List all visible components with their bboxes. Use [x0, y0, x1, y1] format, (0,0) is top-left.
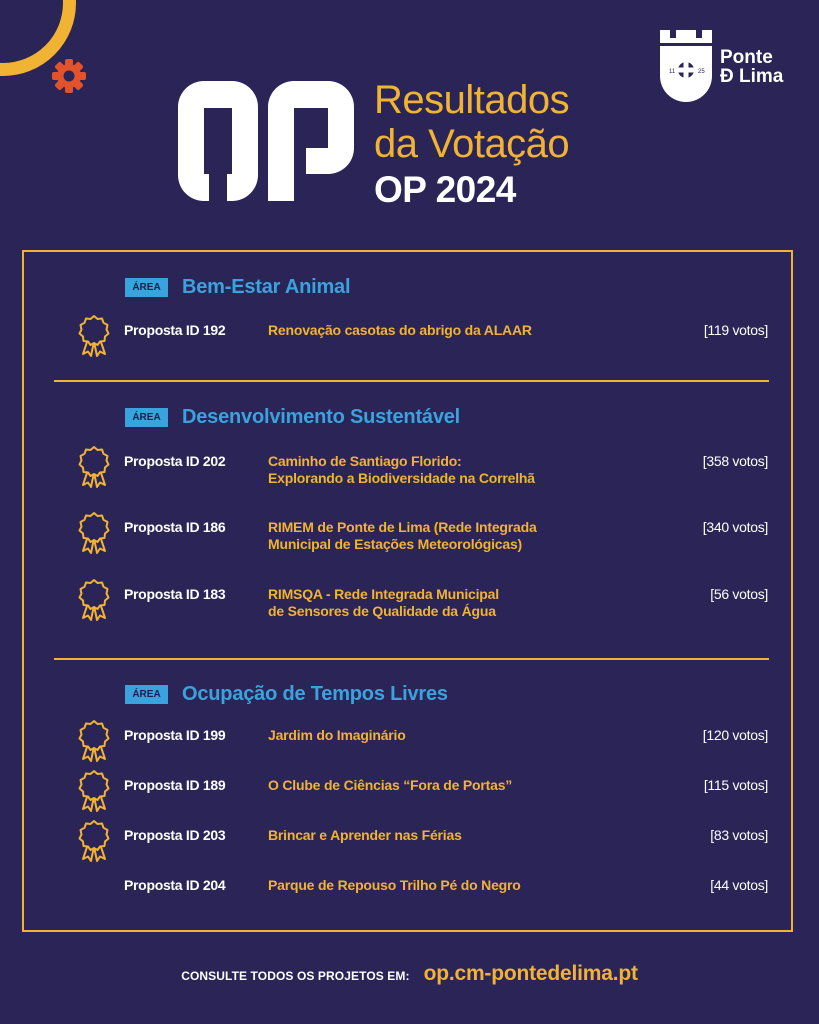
section-header	[125, 683, 448, 706]
proposal-votes: [120 votos]	[702, 727, 768, 743]
award-ribbon-icon	[78, 445, 110, 489]
proposal-title: Parque de Repouso Trilho Pé do Negro	[268, 877, 521, 893]
section-header	[125, 276, 350, 299]
award-ribbon-icon	[78, 719, 110, 763]
proposal-title: RIMEM de Ponte de Lima (Rede Integrada Municipal de Estações Meteorológicas)	[268, 519, 537, 552]
municipality-logo	[660, 30, 805, 104]
proposal-votes: [115 votos]	[703, 777, 768, 793]
title-block	[374, 78, 569, 212]
proposal-id: Proposta ID 199	[124, 727, 226, 743]
proposal-votes: [119 votos]	[703, 322, 768, 338]
award-ribbon-icon	[78, 314, 110, 358]
proposal-row	[24, 777, 791, 825]
svg-text:11: 11	[669, 69, 676, 75]
footer-website-link[interactable]: op.cm-pontedelima.pt	[423, 962, 638, 985]
award-ribbon-icon	[78, 511, 110, 555]
proposal-title: Brincar e Aprender nas Férias	[268, 827, 462, 843]
area-badge: ÁREA	[125, 685, 168, 704]
gear-icon	[51, 58, 87, 94]
proposal-id: Proposta ID 183	[124, 586, 226, 602]
title-line-1: Resultados	[374, 78, 570, 122]
results-box	[22, 250, 793, 932]
proposal-row	[24, 827, 791, 875]
municipality-name: Ponte Đ Lima	[720, 47, 784, 87]
award-ribbon-icon	[78, 769, 110, 813]
section-divider	[54, 658, 769, 660]
area-title: Bem-Estar Animal	[182, 276, 351, 298]
proposal-title: O Clube de Ciências “Fora de Portas”	[268, 777, 513, 793]
section-header	[125, 406, 460, 429]
area-badge: ÁREA	[125, 278, 168, 297]
proposal-id: Proposta ID 192	[124, 322, 226, 338]
award-ribbon-icon	[78, 578, 110, 622]
proposal-votes: [358 votos]	[702, 453, 768, 469]
title-year: OP 2024	[374, 169, 516, 210]
proposal-title: RIMSQA - Rede Integrada Municipal de Sensores de Qualidade da Água	[268, 586, 499, 619]
proposal-votes: [340 votos]	[702, 519, 768, 535]
proposal-row	[24, 453, 791, 501]
footer-label: CONSULTE TODOS OS PROJETOS EM:	[181, 969, 410, 983]
area-title: Desenvolvimento Sustentável	[182, 406, 461, 428]
proposal-row	[24, 322, 791, 370]
proposal-votes: [56 votos]	[710, 586, 768, 602]
proposal-row	[24, 586, 791, 634]
proposal-title: Caminho de Santiago Florido: Explorando a Biodiversidade na Correlhã	[268, 453, 535, 486]
proposal-title: Renovação casotas do abrigo da ALAAR	[268, 322, 532, 338]
footer	[0, 962, 819, 986]
proposal-id: Proposta ID 186	[124, 519, 226, 535]
area-title: Ocupação de Tempos Livres	[182, 683, 448, 705]
proposal-id: Proposta ID 189	[124, 777, 226, 793]
proposal-row	[24, 727, 791, 775]
section-divider	[54, 380, 769, 382]
svg-text:25: 25	[698, 69, 705, 75]
shield-icon	[660, 30, 712, 104]
proposal-row	[24, 519, 791, 567]
proposal-id: Proposta ID 202	[124, 453, 226, 469]
award-ribbon-icon	[78, 819, 110, 863]
title-line-2: da Votação	[374, 122, 570, 166]
proposal-title: Jardim do Imaginário	[268, 727, 406, 743]
proposal-id: Proposta ID 203	[124, 827, 226, 843]
proposal-row	[24, 877, 791, 925]
op-logo	[176, 78, 356, 204]
proposal-id: Proposta ID 204	[124, 877, 226, 893]
proposal-votes: [44 votos]	[710, 877, 768, 893]
proposal-votes: [83 votos]	[710, 827, 768, 843]
area-badge: ÁREA	[125, 408, 168, 427]
